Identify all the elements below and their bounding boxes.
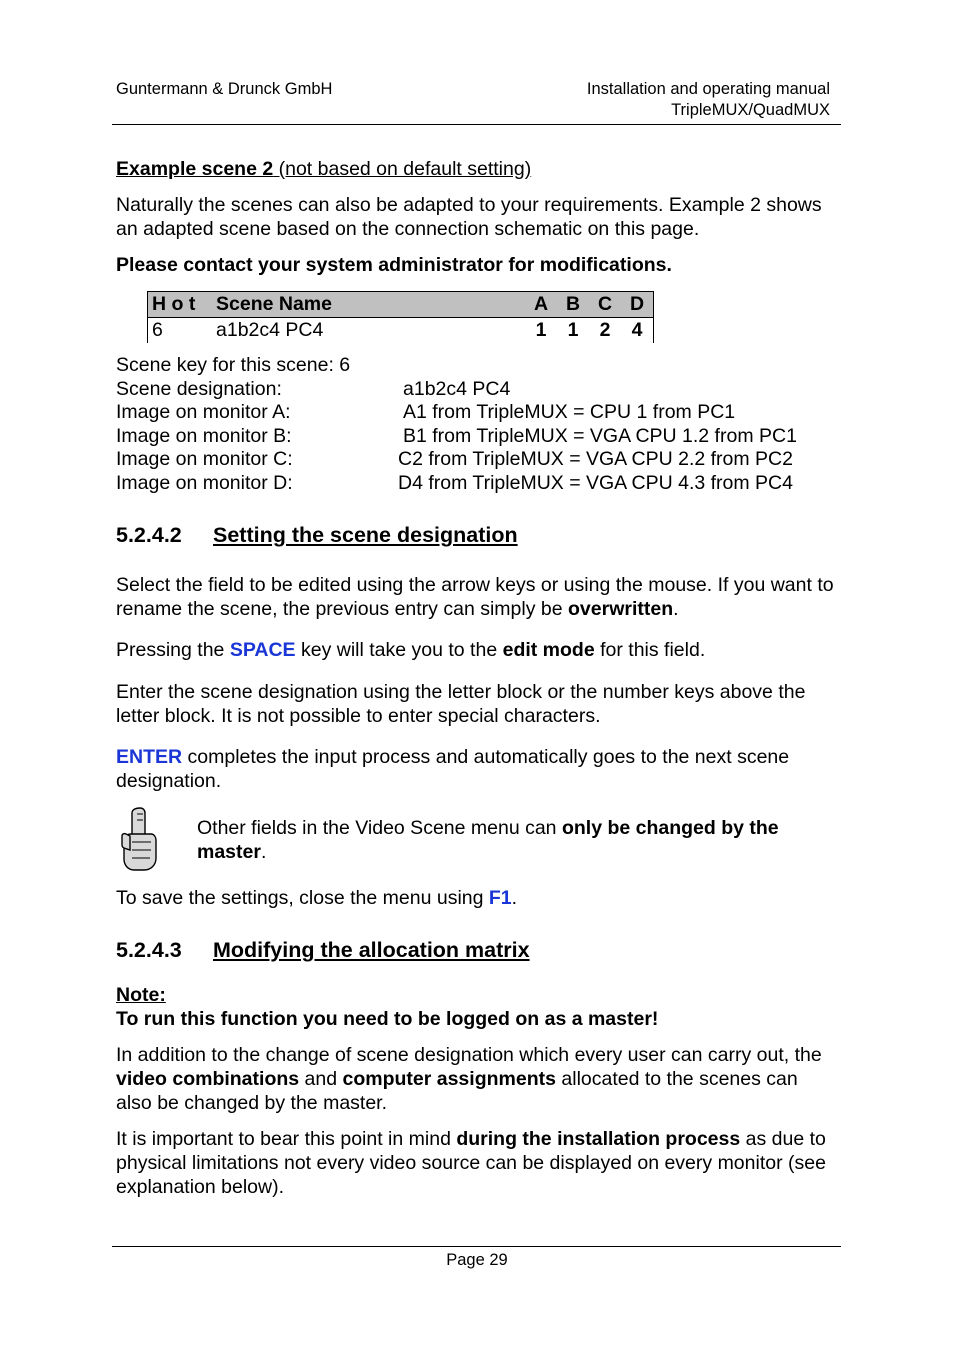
- section-5242-p5: [116, 886, 836, 910]
- section-5242-heading: [116, 521, 518, 549]
- monitor-a-label: Image on monitor A:: [116, 401, 291, 423]
- scene-designation-label: Scene designation:: [116, 378, 282, 400]
- section-5243-number: 5.2.4.3: [116, 938, 182, 962]
- example-title-rest: (not based on default setting): [273, 158, 532, 180]
- master-login-note: To run this function you need to be logged on as a master!: [116, 1008, 659, 1030]
- section-5243-p2: [116, 1127, 836, 1199]
- p4-text: completes the input process and automatically goes to the next scene designation.: [116, 746, 790, 792]
- note-text: Other fields in the Video Scene menu can: [197, 817, 562, 839]
- monitor-c-value: C2 from TripleMUX = VGA CPU 2.2 from PC2: [398, 448, 793, 470]
- p1-bold1: video combinations: [116, 1068, 300, 1090]
- note-end: .: [260, 841, 267, 863]
- cell-c: 2: [599, 319, 611, 341]
- col-hot: H o t: [148, 292, 213, 318]
- header-manual-title: [587, 79, 830, 121]
- p2-bold: during the installation process: [456, 1128, 741, 1150]
- scene-table-header: [148, 292, 654, 318]
- footer-divider: [112, 1246, 841, 1247]
- monitor-c-label: Image on monitor C:: [116, 448, 293, 470]
- col-c: C: [589, 292, 621, 318]
- section-5243-title: Modifying the allocation matrix: [213, 938, 530, 962]
- p1-text: Select the field to be edited using the arrow keys or using the mouse. If you want to rename the scene, the previous entry can simply be: [116, 574, 834, 620]
- scene-designation-value: a1b2c4 PC4: [403, 378, 511, 400]
- section-5242-number: 5.2.4.2: [116, 523, 182, 547]
- example-contact: Please contact your system administrator for modifications.: [116, 254, 672, 276]
- p1-bold2: computer assignments: [342, 1068, 556, 1090]
- page-number: Page 29: [446, 1251, 508, 1269]
- p2-end: for this field.: [594, 639, 706, 661]
- p2-text2: key will take you to the: [295, 639, 503, 661]
- p2-bold: edit mode: [502, 639, 595, 661]
- header-manual-line2: TripleMUX/QuadMUX: [671, 101, 830, 119]
- cell-hot: 6: [148, 318, 213, 344]
- monitor-b-value: B1 from TripleMUX = VGA CPU 1.2 from PC1: [403, 425, 797, 447]
- master-note: [197, 816, 827, 864]
- p1-text: In addition to the change of scene designation which every user can carry out, the: [116, 1044, 822, 1066]
- p2-text: Pressing the: [116, 639, 230, 661]
- col-b: B: [557, 292, 589, 318]
- pointing-hand-icon: [118, 806, 158, 872]
- cell-d: 4: [621, 318, 654, 344]
- example-title-bold: Example scene 2: [116, 158, 274, 180]
- note-label: Note:: [116, 984, 166, 1006]
- header-divider: [112, 124, 841, 125]
- p1-bold: overwritten: [568, 598, 674, 620]
- p5-end: .: [511, 887, 518, 909]
- section-5242-title: Setting the scene designation: [213, 523, 518, 547]
- header-company: Guntermann & Drunck GmbH: [116, 80, 333, 98]
- p2-end: as due to physical limitations not every video source can be displayed on every monitor (see explanation below).: [116, 1128, 826, 1198]
- monitor-a-value: A1 from TripleMUX = CPU 1 from PC1: [403, 401, 736, 423]
- section-5243-heading: [116, 936, 530, 964]
- f1-key: F1: [488, 887, 512, 909]
- p2-text: It is important to bear this point in mind: [116, 1128, 457, 1150]
- col-scene-name: Scene Name: [212, 292, 525, 318]
- scene-table-row: [148, 318, 654, 344]
- scene-table: [147, 291, 654, 343]
- header-manual-line1: Installation and operating manual: [586, 80, 830, 98]
- example-title: [116, 157, 836, 181]
- section-5242-p3: Enter the scene designation using the letter block or the number keys above the letter block. It is not possible to enter special characters.: [116, 681, 806, 727]
- p1-end: .: [673, 598, 679, 620]
- cell-scene-name: a1b2c4 PC4: [216, 319, 324, 341]
- p1-end: allocated to the scenes can also be changed by the master.: [116, 1068, 798, 1114]
- monitor-b-label: Image on monitor B:: [116, 425, 292, 447]
- section-5242-p4: [116, 745, 836, 793]
- section-5242-p1: [116, 573, 836, 621]
- col-d: D: [621, 292, 654, 318]
- space-key: SPACE: [229, 639, 296, 661]
- section-5242-p2: [116, 638, 836, 662]
- monitor-d-value: D4 from TripleMUX = VGA CPU 4.3 from PC4: [398, 472, 793, 494]
- monitor-d-label: Image on monitor D:: [116, 472, 293, 494]
- example-intro: Naturally the scenes can also be adapted to your requirements. Example 2 shows an adapted scene based on the connection schematic on this page.: [116, 194, 822, 240]
- p5-text: To save the settings, close the menu using: [116, 887, 489, 909]
- p1-mid: and: [299, 1068, 343, 1090]
- col-a: A: [525, 292, 557, 318]
- cell-b: 1: [567, 319, 579, 341]
- section-5243-p1: [116, 1043, 836, 1115]
- cell-a: 1: [535, 319, 547, 341]
- scene-key-line: Scene key for this scene: 6: [116, 354, 351, 376]
- enter-key: ENTER: [116, 746, 183, 768]
- note-bold: only be changed by the master: [197, 817, 779, 863]
